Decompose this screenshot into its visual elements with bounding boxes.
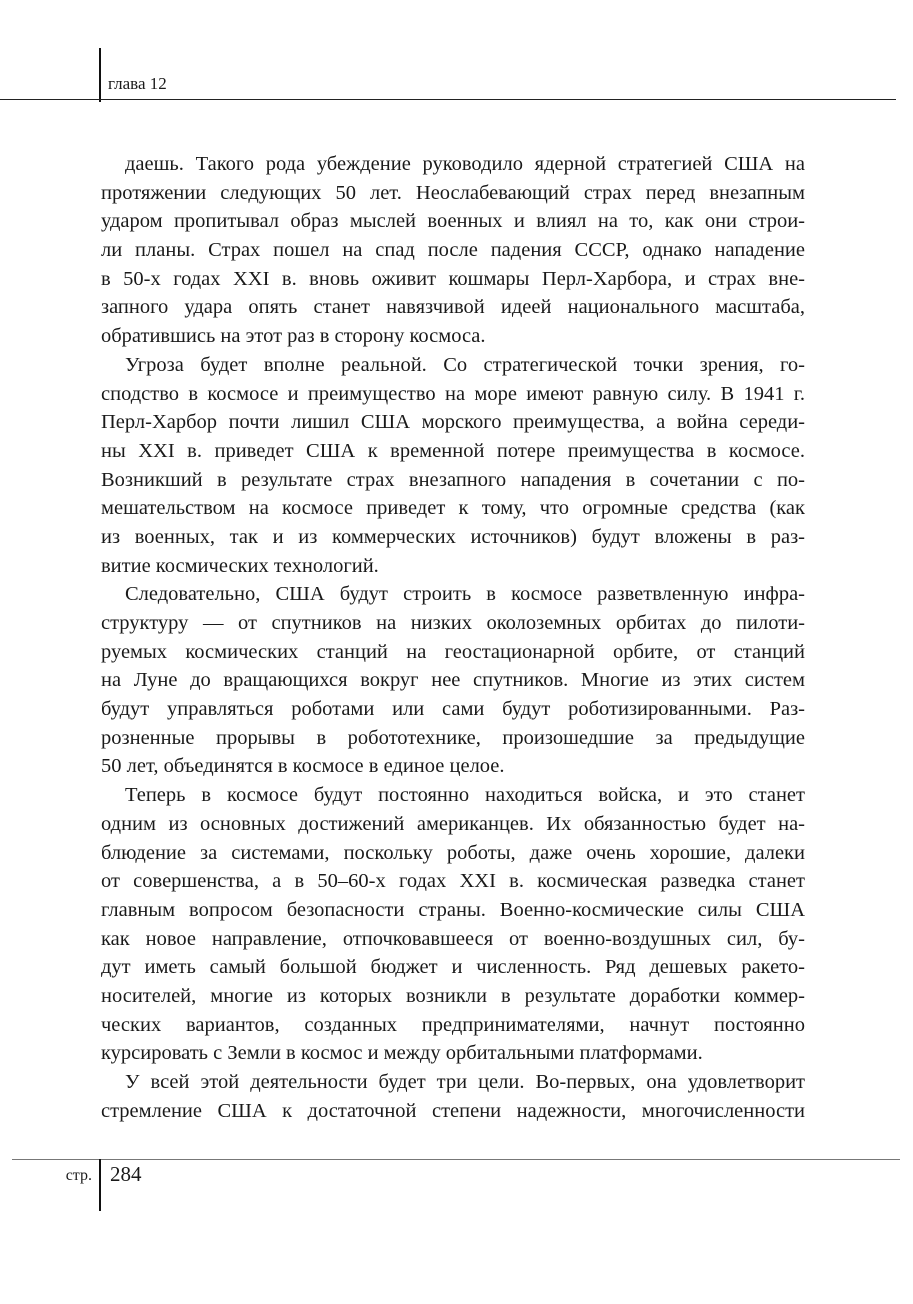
- text-line: дут иметь самый большой бюджет и численность. Ряд дешевых ракето-: [101, 956, 805, 979]
- text-line: носителей, многие из которых возникли в результате доработки коммер-: [101, 984, 805, 1007]
- page-number: 284: [110, 1162, 142, 1186]
- text-line: как новое направление, отпочковавшееся от военно-воздушных сил, бу-: [101, 927, 805, 950]
- footer-rule: [12, 1159, 900, 1160]
- page-label: стр.: [65, 1167, 92, 1184]
- text-line: Теперь в космосе будут постоянно находиться войска, и это станет: [125, 784, 805, 807]
- text-line: одним из основных достижений американцев. Их обязанностью будет на-: [101, 812, 805, 835]
- footer-vertical-rule: [99, 1159, 101, 1211]
- paragraph: [101, 1068, 805, 1125]
- header-rule: [0, 99, 896, 100]
- running-header-chapter: глава 12: [108, 74, 167, 93]
- text-line: Перл-Харбор почти лишил США морского преимущества, а война середи-: [101, 411, 805, 434]
- text-line: ли планы. Страх пошел на спад после падения СССР, однако нападение: [101, 239, 805, 262]
- text-line: ударом пропитывал образ мыслей военных и влиял на то, как они строи-: [101, 210, 805, 233]
- text-line: из военных, так и из коммерческих источников) будут вложены в раз-: [101, 525, 805, 548]
- text-line: витие космических технологий.: [101, 554, 379, 577]
- paragraph: [101, 351, 805, 581]
- text-line: обратившись на этот раз в сторону космоса.: [101, 325, 486, 348]
- text-line: структуру — от спутников на низких околоземных орбитах до пилоти-: [101, 612, 805, 634]
- text-line: в 50-х годах XXI в. вновь оживит кошмары Перл-Харбора, и страх вне-: [101, 267, 805, 290]
- text-line: Возникший в результате страх внезапного нападения в сочетании с по-: [101, 468, 805, 491]
- text-line: руемых космических станций на геостационарной орбите, от станций: [101, 640, 805, 663]
- text-line: главным вопросом безопасности страны. Военно-космические силы США: [101, 898, 805, 921]
- text-line: ны XXI в. приведет США к временной потере преимущества в космосе.: [101, 439, 805, 462]
- text-line: курсировать с Земли в космос и между орбитальными платформами.: [101, 1042, 703, 1065]
- paragraph: [101, 580, 805, 781]
- text-line: даешь. Такого рода убеждение руководило ядерной стратегией США на: [125, 153, 805, 175]
- text-line: блюдение за системами, поскольку роботы, даже очень хорошие, далеки: [101, 841, 805, 864]
- body-text: [101, 150, 805, 1125]
- text-line: запного удара опять станет навязчивой идеей национального масштаба,: [101, 296, 805, 319]
- text-line: 50 лет, объединятся в космосе в единое целое.: [101, 755, 505, 778]
- text-line: Угроза будет вполне реальной. Со стратегической точки зрения, го-: [125, 353, 805, 376]
- text-line: ческих вариантов, созданных предпринимателями, начнут постоянно: [101, 1013, 805, 1036]
- text-line: розненные прорывы в робототехнике, произошедшие за предыдущие: [101, 726, 805, 749]
- paragraph: [101, 781, 805, 1068]
- text-line: на Луне до вращающихся вокруг нее спутников. Многие из этих систем: [101, 669, 805, 692]
- text-line: Следовательно, США будут строить в космосе разветвленную инфра-: [125, 583, 805, 606]
- text-line: У всей этой деятельности будет три цели. Во-первых, она удовлетворит: [125, 1071, 805, 1093]
- header-vertical-rule: [99, 48, 101, 102]
- text-line: будут управляться роботами или сами будут роботизированными. Раз-: [101, 698, 805, 721]
- paragraph: [101, 150, 805, 351]
- text-line: мешательством на космосе приведет к тому, что огромные средства (как: [101, 497, 805, 520]
- text-line: стремление США к достаточной степени надежности, многочисленности: [101, 1099, 805, 1122]
- text-line: сподство в космосе и преимущество на море имеют равную силу. В 1941 г.: [101, 382, 805, 405]
- text-line: протяжении следующих 50 лет. Неослабевающий страх перед внезапным: [101, 181, 805, 204]
- text-line: от совершенства, а в 50–60-х годах XXI в. космическая разведка станет: [101, 870, 805, 893]
